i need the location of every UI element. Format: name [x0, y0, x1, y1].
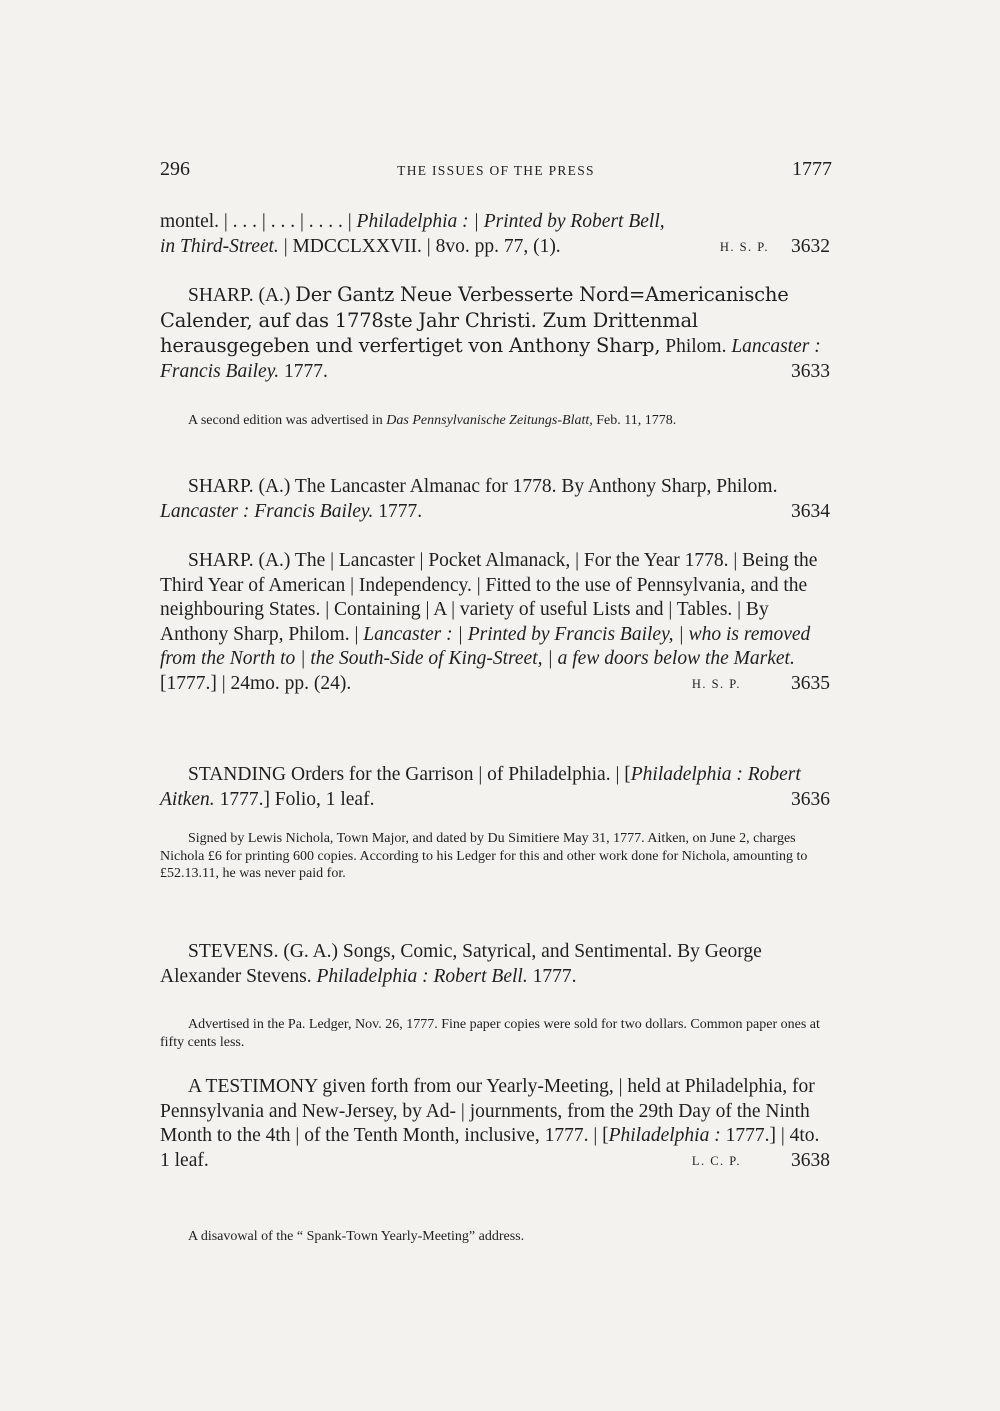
entry-text: Orders for the Garrison | of Philadelphia. | [	[286, 764, 631, 785]
entry-text: Songs, Comic, Satyrical, and Sentimental. By George Alexander Stevens.	[160, 941, 762, 987]
entry-3636	[160, 763, 830, 812]
entry-number: 3634	[791, 500, 830, 522]
note-italic: Das Pennsylvanische Zeitungs-Blatt,	[386, 413, 593, 428]
entry-number: 3635	[791, 672, 830, 694]
entry-heading: SHARP. (A.)	[188, 285, 291, 306]
entry-text: 1777.] | 4to. 1 leaf.	[160, 1125, 820, 1171]
entry-imprint: Philadelphia : Robert Bell.	[316, 965, 528, 987]
entry-number: 3636	[791, 788, 830, 810]
entry-number: 3632	[791, 235, 830, 257]
entry-heading: STANDING	[188, 764, 287, 785]
entry-imprint: Philadelphia :	[608, 1125, 721, 1146]
entry-note: A disavowal of the “ Spank-Town Yearly-Meeting” address.	[188, 1229, 525, 1244]
scan-speck	[730, 1393, 746, 1399]
entry-note: Signed by Lewis Nichola, Town Major, and dated by Du Simitiere May 31, 1777. Aitken, on June 2, charges Nichola £6 for printing 600 copies. According to his Ledger for this and other work done for Nichola, amounting to £52.13.11, he was never paid for.	[160, 831, 808, 881]
entry-heading: SHARP. (A.)	[188, 476, 291, 497]
note-text: A second edition was advertised in	[188, 413, 387, 428]
entry-year: 1777.	[373, 500, 423, 522]
entry-3632	[160, 210, 830, 259]
entry-number: 3638	[791, 1149, 830, 1171]
entry-year: 1777.	[284, 360, 328, 382]
entry-imprint: Lancaster : Francis Bailey.	[160, 336, 821, 382]
entry-german-title: Der Gantz Neue Verbesserte Nord=Americanische Calender, auf das 1778ste Jahr Christi. Zum Drittenmal herausgegeben und verfertiget von Anthony Sharp,	[160, 283, 789, 357]
entry-heading: A TESTIMONY	[188, 1076, 318, 1097]
entry-note	[160, 412, 830, 430]
entry-3634	[160, 475, 830, 524]
entry-imprint: Lancaster : | Printed by Francis Bailey, | who is removed from the North to | the South-Side of King-Street, | a few doors below the Market.	[160, 623, 811, 669]
entry-text: [1777.] | 24mo. pp. (24).	[160, 672, 352, 694]
location-code: L. C. P.	[691, 1153, 741, 1168]
entry-imprint: in Third-Street.	[160, 235, 279, 257]
entry-number: 3633	[791, 360, 830, 382]
entry-year: 1777.	[527, 965, 577, 987]
entry-3638	[160, 1075, 830, 1173]
entry-3637	[160, 940, 830, 989]
entry-3635	[160, 549, 830, 696]
entry-text: Philom.	[660, 336, 732, 357]
note-text: Feb. 11, 1778.	[592, 413, 677, 428]
entry-text: | MDCCLXXVII. | 8vo. pp. 77, (1).	[278, 235, 561, 257]
page-header	[160, 158, 832, 188]
entry-heading: SHARP. (A.)	[188, 550, 291, 571]
entry-imprint: Philadelphia : | Printed by Robert Bell,	[356, 211, 665, 232]
entry-text: The | Lancaster | Pocket Almanack, | For the Year 1778. | Being the Third Year of American | Independency. | Fitted to the use of Pennsylvania, and the neighbouring States. | Containing | A | variety of useful Lists and | Tables. | By Anthony Sharp, Philom. |	[160, 550, 818, 645]
location-code: H. S. P.	[719, 239, 769, 254]
entry-imprint: Philadelphia : Robert Aitken.	[160, 764, 801, 810]
entry-heading: STEVENS. (G. A.)	[188, 941, 339, 962]
page-number: 296	[160, 158, 190, 180]
entry-imprint: Lancaster : Francis Bailey.	[160, 500, 374, 522]
running-title: THE ISSUES OF THE PRESS	[397, 163, 595, 178]
header-year: 1777	[792, 158, 832, 180]
entry-text: montel. | . . . | . . . | . . . . |	[160, 211, 357, 232]
entry-text: The Lancaster Almanac for 1778. By Anthony Sharp, Philom.	[290, 476, 778, 497]
entry-text: given forth from our Yearly-Meeting, | held at Philadelphia, for Pennsylvania and New-Jersey, by Ad- | journments, from the 29th Day of the Ninth Month to the 4th | of the Tenth Month, inclusive, 1777. | [	[160, 1076, 815, 1146]
entry-note: Advertised in the Pa. Ledger, Nov. 26, 1777. Fine paper copies were sold for two dollars. Common paper ones at fifty cents less.	[160, 1017, 820, 1050]
location-code: H. S. P.	[691, 676, 741, 691]
entry-3633	[160, 283, 830, 384]
entry-text: 1777.] Folio, 1 leaf.	[214, 788, 375, 810]
